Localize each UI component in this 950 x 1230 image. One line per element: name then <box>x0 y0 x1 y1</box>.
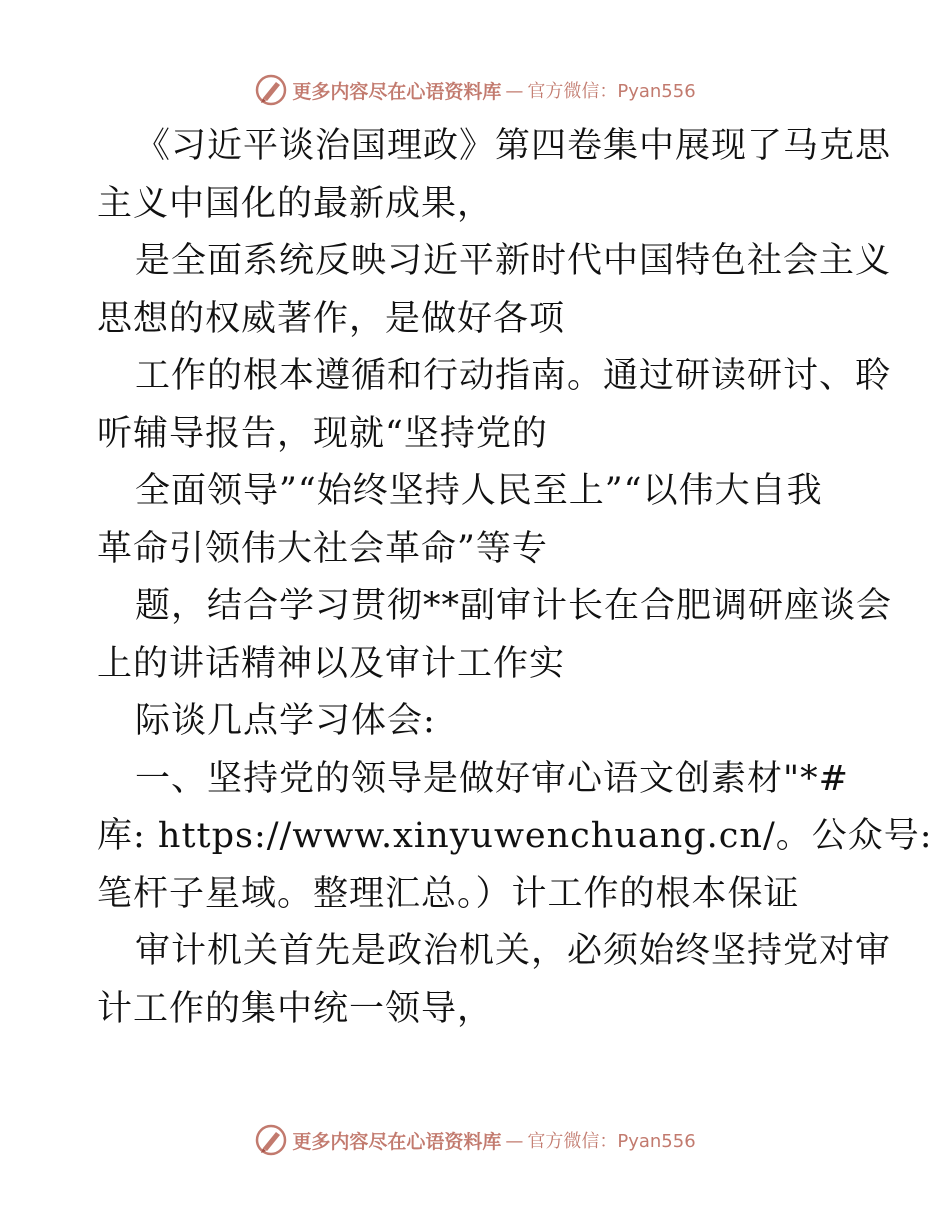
footer-banner <box>0 1120 950 1160</box>
paragraph-line: 计工作的集中统一领导， <box>97 988 494 1029</box>
paragraph-line: 库: https://www.xinyuwenchuang.cn/。公众号: <box>97 816 933 856</box>
header-banner <box>0 70 950 110</box>
paragraph-line: 《习近平谈治国理政》第四卷集中展现了马克思 <box>135 126 892 166</box>
section-heading: 一、坚持党的领导是做好审心语文创素材"*# <box>135 758 849 799</box>
document-body <box>97 118 933 1038</box>
banner-wechat: 官方微信：Pyan556 <box>527 1131 696 1152</box>
paragraph-line: 主义中国化的最新成果， <box>97 183 494 224</box>
paragraph-line: 工作的根本遵循和行动指南。通过研读研讨、聆 <box>135 356 892 396</box>
banner-contact <box>501 77 695 103</box>
paragraph-line: 题，结合学习贯彻**副审计长在合肥调研座谈会 <box>135 586 893 626</box>
banner-title: 更多内容尽在心语资料库 <box>292 80 502 103</box>
banner-contact <box>501 1127 695 1153</box>
paragraph-line: 革命引领伟大社会革命”等专 <box>97 528 548 569</box>
paragraph-line: 际谈几点学习体会: <box>135 701 436 741</box>
paragraph-line: 上的讲话精神以及审计工作实 <box>97 643 566 684</box>
paragraph-line: 笔杆子星域。整理汇总。）计工作的根本保证 <box>97 873 800 914</box>
paragraph-line: 思想的权威著作，是做好各项 <box>97 298 566 339</box>
banner-dash: — <box>505 81 524 102</box>
paragraph-line: 审计机关首先是政治机关，必须始终坚持党对审 <box>135 931 892 971</box>
pen-logo-icon <box>254 1123 288 1157</box>
banner-wechat: 官方微信：Pyan556 <box>527 81 696 102</box>
paragraph-line: 全面领导”“始终坚持人民至上”“以伟大自我 <box>135 471 823 511</box>
paragraph-line: 听辅导报告，现就“坚持党的 <box>97 413 548 454</box>
banner-title: 更多内容尽在心语资料库 <box>292 1130 502 1153</box>
banner-dash: — <box>505 1131 524 1152</box>
paragraph-line: 是全面系统反映习近平新时代中国特色社会主义 <box>135 241 892 281</box>
pen-logo-icon <box>254 73 288 107</box>
